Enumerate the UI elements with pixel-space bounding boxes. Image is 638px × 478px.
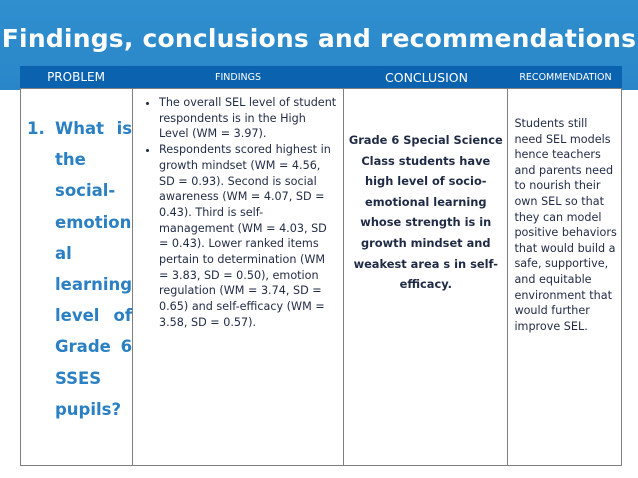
slide-title: Findings, conclusions and recommendations [1, 24, 637, 53]
problem-line: SSES [55, 368, 102, 388]
table-header-row [20, 66, 622, 88]
finding-item: • The overall SEL level of student respondents is in the High Level (WM = 3.97). [159, 95, 337, 142]
header-conclusion: CONCLUSION [385, 69, 468, 85]
problem-line: What is [55, 119, 133, 138]
header-recommendation: RECOMMENDATION [519, 71, 612, 83]
header-problem: PROBLEM [47, 70, 105, 84]
problem-line: Grade 6 [55, 337, 133, 357]
problem-line: pupils? [55, 399, 122, 419]
problem-text [55, 113, 132, 465]
problem-line: learning [55, 275, 133, 295]
conclusion-text: Grade 6 Special Science Class students have high level of socio-emotional learning whose strength is in growth mindset and weakest area s in self-efficacy. [348, 133, 503, 292]
problem-line: the [55, 150, 86, 170]
problem-line: al [55, 243, 72, 263]
header-findings: FINDINGS [215, 71, 261, 83]
problem-line: emotion [55, 212, 132, 232]
finding-item: • Respondents scored highest in growth mindset (WM = 4.56, SD = 0.93). Second is social awareness (WM = 4.07, SD = 0.43). Third is self-management (WM = 4.03, SD = 0.43). Lower ranked items pertain to determination (WM = 3.83, SD = 0.50), emotion regulation (WM = 3.74, SD = 0.65) and self-efficacy (WM = 3.58, SD = 0.57). [159, 142, 337, 330]
conclusion-cell [344, 89, 508, 465]
findings-cell [133, 89, 344, 465]
problem-line: social- [55, 181, 116, 201]
findings-table [20, 88, 622, 466]
problem-number: 1. [27, 119, 45, 138]
problem-cell [21, 89, 133, 465]
recommendation-text: Students still need SEL models hence teachers and parents need to nourish their own SEL so that they can model positive behaviors that would build a safe, supportive, and equitable environment that would further improve SEL. [514, 117, 617, 333]
problem-line: level of [55, 306, 133, 326]
findings-list [139, 95, 337, 331]
recommendation-cell [508, 89, 621, 465]
